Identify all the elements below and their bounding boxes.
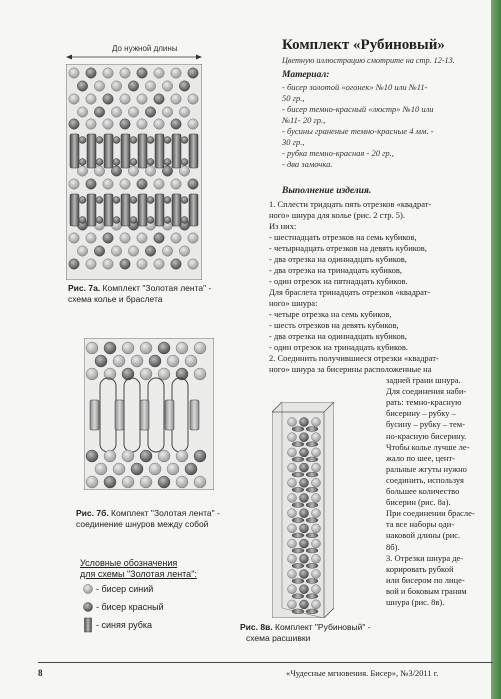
bugle-bead [292, 533, 304, 538]
instruction-line: При соединении брасле- [386, 508, 475, 519]
blue-bead [194, 476, 206, 488]
instruction-line: задней грани шнура. [386, 375, 461, 385]
red-bead [103, 94, 113, 104]
bugle-bead [121, 134, 130, 168]
blue-bead [162, 246, 172, 256]
bugle-bead [172, 134, 181, 168]
red-bead [164, 159, 171, 166]
blue-bead [154, 119, 164, 129]
bugle-bead [306, 442, 318, 447]
red-bead [181, 197, 188, 204]
bugle-bead [292, 442, 304, 447]
bugle-bead [306, 609, 318, 614]
material-line: 50 гр., [282, 93, 305, 103]
bugle-bead [155, 194, 164, 226]
instruction-line: Для браслета тринадцать отрезков «квадрат- [269, 287, 431, 297]
bugle-bead [138, 194, 147, 226]
red-bead [130, 137, 137, 144]
blue-bead [77, 107, 87, 117]
instruction-line: соединить, используя [386, 474, 464, 485]
blue-bead [312, 524, 321, 533]
blue-bead [179, 107, 189, 117]
bugle-bead [306, 579, 318, 584]
blue-bead [154, 179, 164, 189]
red-bead [300, 418, 309, 427]
instruction-line: - шестнадцать отрезков на семь кубиков, [269, 232, 417, 242]
red-bead [171, 119, 181, 129]
blue-bead [86, 342, 98, 354]
legend-item-bugle: - синяя рубка [96, 620, 153, 630]
blue-bead [86, 119, 96, 129]
blue-bead [120, 68, 130, 78]
red-bead [147, 137, 154, 144]
blue-bead [312, 539, 321, 548]
bugle-bead [172, 194, 181, 226]
instruction-line: наковой длины (рис. [386, 530, 461, 541]
instruction-line: - шесть отрезков на девять кубиков, [269, 320, 399, 330]
red-bead [137, 68, 147, 78]
instruction-line: 1. Сплести тридцать пять отрезков «квадрат- [269, 199, 432, 209]
blue-bead [288, 585, 297, 594]
blue-bead [154, 259, 164, 269]
blue-bead [312, 554, 321, 563]
blue-bead [162, 107, 172, 117]
blue-bead [140, 368, 152, 380]
blue-bead [69, 233, 79, 243]
blue-bead [288, 600, 297, 609]
red-bead [77, 81, 87, 91]
blue-bead [128, 107, 138, 117]
blue-bead [104, 450, 116, 462]
material-line: - бисер золотой «огонек» №10 или №11- [282, 82, 428, 92]
blue-bead [103, 119, 113, 129]
blue-bead [111, 81, 121, 91]
blue-bead [288, 418, 297, 427]
page-edge-stripe [491, 0, 501, 699]
blue-bead [145, 81, 155, 91]
red-bead-icon [82, 601, 94, 613]
red-bead [300, 539, 309, 548]
red-bead [137, 179, 147, 189]
blue-bead [122, 450, 134, 462]
red-bead [300, 433, 309, 442]
red-bead [164, 137, 171, 144]
blue-bead [137, 233, 147, 243]
blue-bead [120, 233, 130, 243]
red-bead [181, 137, 188, 144]
blue-bead [312, 433, 321, 442]
bugle-bead [292, 594, 304, 599]
blue-bead [122, 342, 134, 354]
bugle-bead [104, 134, 113, 168]
blue-bead [188, 119, 198, 129]
red-bead [300, 570, 309, 579]
blue-bead [312, 585, 321, 594]
blue-bead [69, 68, 79, 78]
execution-heading: Выполнение изделия. [282, 186, 372, 196]
bugle-bead [306, 487, 318, 492]
bugle-bead [306, 457, 318, 462]
instruction-line: большее количество [386, 486, 460, 496]
red-bead [96, 137, 103, 144]
blue-bead [288, 570, 297, 579]
bugle-bead [292, 548, 304, 553]
blue-bead [188, 94, 198, 104]
bugle-bead [306, 594, 318, 599]
red-bead [104, 342, 116, 354]
instruction-line: жало по шее, цент- [386, 452, 456, 463]
blue-bead [167, 355, 179, 367]
red-bead [300, 478, 309, 487]
blue-bead [188, 233, 198, 243]
red-bead [94, 107, 104, 117]
blue-bead [131, 355, 143, 367]
article-title: Комплект «Рубиновый» [282, 37, 445, 53]
red-bead [171, 259, 181, 269]
red-bead [79, 159, 86, 166]
bugle-bead [189, 134, 198, 168]
blue-bead [140, 476, 152, 488]
fig-7a-caption: Рис. 7а. Комплект "Золотая лента" - схема колье и браслета [68, 283, 212, 304]
fig-7b-caption: Рис. 7б. Комплект "Золотая лента" - соединение шнуров между собой [76, 508, 220, 529]
blue-bead [103, 179, 113, 189]
instruction-line: - один отрезок на тринадцать кубиков. [269, 342, 409, 352]
material-line: - бусины граненые темно-красные 4 мм. - [282, 126, 434, 136]
blue-bead [194, 368, 206, 380]
blue-bead [158, 450, 170, 462]
instruction-line: корировать рубкой [386, 563, 454, 574]
red-bead [158, 476, 170, 488]
article-subtitle: Цветную иллюстрацию смотрите на стр. 12-13. [282, 56, 455, 65]
blue-bead [171, 68, 181, 78]
blue-bead [312, 570, 321, 579]
bugle-bead [306, 503, 318, 508]
blue-bead [86, 476, 98, 488]
blue-bead [176, 342, 188, 354]
blue-bead [288, 448, 297, 457]
blue-bead [86, 94, 96, 104]
legend-title: Условные обозначения для схемы "Золотая лента": [80, 558, 197, 579]
blue-bead [158, 368, 170, 380]
material-line: - бисер темно-красный «люстр» №10 или [282, 104, 434, 114]
red-bead [194, 450, 206, 462]
blue-bead [312, 418, 321, 427]
fig-7b-scheme [84, 338, 214, 490]
red-bead [154, 233, 164, 243]
blue-bead [69, 179, 79, 189]
red-bead [120, 119, 130, 129]
blue-bead [120, 179, 130, 189]
bugle-bead [292, 472, 304, 477]
blue-bead [103, 68, 113, 78]
length-arrow-icon [66, 53, 202, 61]
red-bead [145, 246, 155, 256]
bugle-bead [87, 134, 96, 168]
bugle-bead [292, 518, 304, 523]
blue-bead [288, 463, 297, 472]
instruction-line: 2. Соединить получившиеся отрезки «квадрат- [269, 353, 439, 363]
red-bead [147, 159, 154, 166]
red-bead [154, 94, 164, 104]
instruction-line: рать: темно-красную [386, 397, 462, 408]
bugle-bead [306, 563, 318, 568]
blue-bead [95, 463, 107, 475]
red-bead [188, 179, 198, 189]
blue-bead [288, 478, 297, 487]
blue-bead [111, 246, 121, 256]
blue-bead [179, 246, 189, 256]
blue-bead [122, 476, 134, 488]
red-bead [181, 217, 188, 224]
footer-rule [38, 662, 493, 663]
red-bead [185, 463, 197, 475]
red-bead [86, 450, 98, 462]
red-bead [300, 494, 309, 503]
bugle-bead [292, 487, 304, 492]
legend-item-red: - бисер красный [96, 602, 164, 612]
bugle-bead [87, 194, 96, 226]
blue-bead [171, 233, 181, 243]
blue-bead [176, 476, 188, 488]
instruction-line: 8б). [386, 541, 400, 552]
fig-7a-scheme [66, 64, 202, 280]
material-line: - два замочка. [282, 159, 333, 169]
instruction-line: ральные жгуты нужно [386, 463, 467, 474]
bugle-bead [190, 400, 199, 430]
blue-bead-icon [82, 583, 94, 595]
blue-bead [312, 600, 321, 609]
material-line: №11- 20 гр., [282, 115, 326, 125]
blue-bead [167, 463, 179, 475]
instruction-line: - четырнадцать отрезков на девять кубиков, [269, 243, 427, 253]
instruction-line: бисерину – рубку – [386, 408, 456, 419]
blue-bead [188, 259, 198, 269]
blue-bead [171, 179, 181, 189]
red-bead [103, 233, 113, 243]
blue-bead [137, 94, 147, 104]
blue-bead [312, 478, 321, 487]
bugle-bead [306, 548, 318, 553]
instruction-line: ного» шнура: [269, 298, 318, 308]
bugle-bead [140, 400, 149, 430]
bugle-bead [104, 194, 113, 226]
red-bead [164, 197, 171, 204]
blue-bead [288, 524, 297, 533]
red-bead [130, 197, 137, 204]
blue-bead [171, 94, 181, 104]
red-bead [79, 137, 86, 144]
red-bead [113, 197, 120, 204]
bugle-bead [165, 400, 174, 430]
blue-bead [312, 494, 321, 503]
instruction-line: ного» шнура для колье (рис. 2 стр. 5). [269, 210, 405, 220]
bugle-bead [292, 563, 304, 568]
blue-bead [185, 355, 197, 367]
instruction-line: 3. Отрезки шнура де- [386, 552, 464, 563]
bugle-bead [292, 503, 304, 508]
bugle-bead [121, 194, 130, 226]
red-bead [69, 259, 79, 269]
red-bead [96, 197, 103, 204]
red-bead [300, 524, 309, 533]
red-bead [140, 450, 152, 462]
fig-8v-caption: Рис. 8в. Комплект "Рубиновый" - схема расшивки [240, 622, 371, 643]
page-number: 8 [38, 668, 43, 678]
instruction-line: - один отрезок на пятнадцать кубиков. [269, 276, 408, 286]
blue-bead [94, 81, 104, 91]
red-bead [300, 600, 309, 609]
blue-bead [137, 119, 147, 129]
length-label: До нужной длины [112, 44, 178, 53]
red-bead [158, 342, 170, 354]
blue-bead [149, 463, 161, 475]
blue-bead [194, 342, 206, 354]
red-bead [147, 217, 154, 224]
red-bead [131, 463, 143, 475]
bugle-bead [306, 518, 318, 523]
red-bead [69, 119, 79, 129]
blue-bead [86, 233, 96, 243]
red-bead [79, 217, 86, 224]
red-bead [94, 246, 104, 256]
instruction-line: или бисером по лице- [386, 574, 465, 585]
blue-bead [312, 448, 321, 457]
blue-bead [86, 259, 96, 269]
bugle-bead [70, 194, 79, 226]
instruction-line: но-красную бисерину. [386, 430, 467, 441]
instruction-line: ного» шнура за бисерины расположенные на [269, 364, 432, 374]
red-bead [79, 197, 86, 204]
blue-bead [288, 494, 297, 503]
blue-bead [176, 450, 188, 462]
red-bead [300, 585, 309, 594]
blue-bead [288, 539, 297, 548]
blue-bead [113, 463, 125, 475]
fig-8v-scheme [272, 402, 334, 618]
bugle-bead [70, 134, 79, 168]
blue-bead [69, 94, 79, 104]
bugle-bead [292, 427, 304, 432]
red-bead [86, 68, 96, 78]
instruction-line: вой и боковым граням [386, 585, 467, 596]
instruction-line: та все наборы оди- [386, 519, 455, 530]
bugle-bead [292, 457, 304, 462]
blue-bead [128, 246, 138, 256]
materials-heading: Материал: [282, 70, 330, 80]
blue-bead [111, 107, 121, 117]
instruction-line: - два отрезка на одиннадцать кубиков, [269, 254, 407, 264]
instruction-line: Чтобы колье лучше ле- [386, 441, 470, 452]
instruction-line: - два отрезка на тринадцать кубиков, [269, 265, 403, 275]
instruction-line: Из них: [269, 221, 297, 231]
bugle-bead [306, 427, 318, 432]
red-bead [96, 159, 103, 166]
material-line: - рубка темно-красная - 20 гр., [282, 148, 394, 158]
instruction-line: - четыре отрезка на семь кубиков, [269, 309, 392, 319]
red-bead [86, 179, 96, 189]
magazine-footer: «Чудесные мгновения. Бисер», №3/2011 г. [286, 668, 439, 678]
blue-bead [137, 259, 147, 269]
blue-bead [77, 246, 87, 256]
red-bead [130, 159, 137, 166]
red-bead [300, 554, 309, 563]
bugle-bead [138, 134, 147, 168]
blue-bead [120, 94, 130, 104]
instruction-line: шнура (рис. 8в). [386, 597, 445, 607]
red-bead [130, 217, 137, 224]
red-bead [113, 217, 120, 224]
instruction-line: - два отрезка на одиннадцать кубиков, [269, 331, 407, 341]
red-bead [300, 463, 309, 472]
red-bead [104, 476, 116, 488]
blue-bead [162, 81, 172, 91]
material-line: 30 гр., [282, 137, 305, 147]
blue-bead [113, 355, 125, 367]
bugle-bead [306, 472, 318, 477]
bugle-bead [155, 134, 164, 168]
blue-bead [288, 554, 297, 563]
bugle-bead [292, 579, 304, 584]
blue-bead [288, 433, 297, 442]
instruction-line: бусину – рубку – тем- [386, 419, 465, 430]
red-bead [179, 81, 189, 91]
instruction-line: бисерин (рис. 8а). [386, 497, 451, 508]
red-bead [113, 159, 120, 166]
bugle-bead [90, 400, 99, 430]
red-bead [300, 448, 309, 457]
red-bead [149, 355, 161, 367]
bugle-bead-icon [83, 617, 93, 633]
red-bead [164, 217, 171, 224]
blue-bead [312, 509, 321, 518]
red-bead [95, 355, 107, 367]
bugle-bead [115, 400, 124, 430]
red-bead [147, 197, 154, 204]
blue-bead [103, 259, 113, 269]
red-bead [96, 217, 103, 224]
blue-bead [288, 509, 297, 518]
blue-bead [86, 368, 98, 380]
red-bead [128, 81, 138, 91]
blue-bead [312, 463, 321, 472]
blue-bead [154, 68, 164, 78]
red-bead [188, 68, 198, 78]
bugle-bead [189, 194, 198, 226]
red-bead [300, 509, 309, 518]
legend-item-blue: - бисер синий [96, 584, 154, 594]
instruction-line: Для соединения наби- [386, 386, 467, 397]
red-bead [145, 107, 155, 117]
red-bead [120, 259, 130, 269]
bugle-bead [306, 533, 318, 538]
red-bead [181, 159, 188, 166]
blue-bead [140, 342, 152, 354]
red-bead [113, 137, 120, 144]
bugle-bead [292, 609, 304, 614]
